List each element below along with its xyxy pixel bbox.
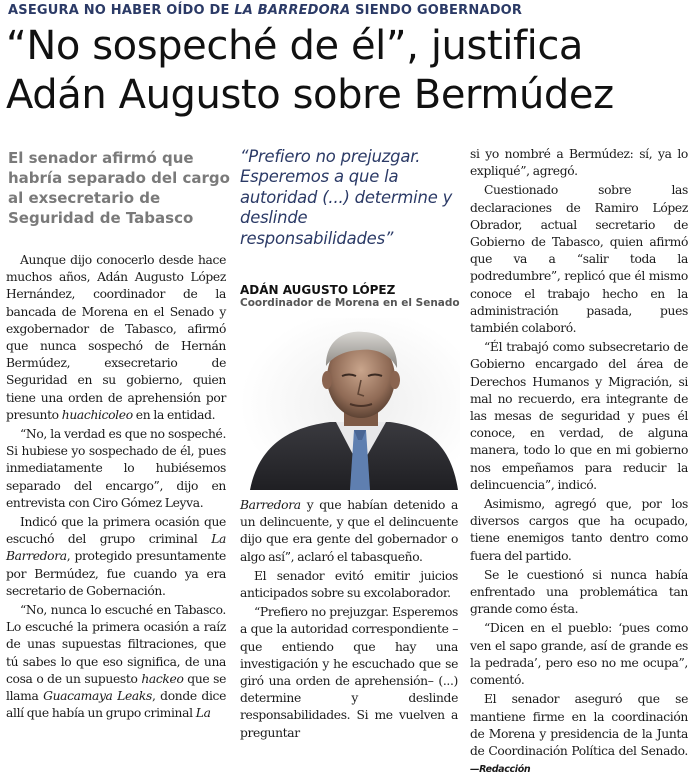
body-column-1 xyxy=(6,252,226,722)
paragraph: si yo nombré a Bermúdez: sí, ya lo expliqué”, agregó. xyxy=(470,147,688,179)
paragraph: “Dicen en el pueblo: ‘pues como ven el sapo grande, así de grande es la pedrada’, pero eso no me ocupa”, comentó. xyxy=(470,621,688,688)
portrait-photo xyxy=(240,318,460,490)
paragraph: El senador evitó emitir juicios anticipados sobre su excolaborador. xyxy=(240,568,458,601)
pull-quote: “Prefiero no prejuzgar. Esperemos a que la autoridad (...) determine y deslinde responsabilidades” xyxy=(240,147,453,248)
paragraph: “Él trabajó como subsecretario de Gobierno encargado del área de Derechos Humanos y Migración, si mal no recuerdo, era integrante de las mesas de seguridad y pues él conoce, en verdad, de alguna manera, todo lo que en mi gobierno nos empeñamos para reducir la delincuencia”, indicó. xyxy=(470,340,688,492)
headline: “No sospeché de él”, justifica Adán Augusto sobre Bermúdez xyxy=(6,23,614,118)
body-column-2 xyxy=(240,497,458,740)
paragraph: “No, nunca lo escuché en Tabasco. Lo escuché la primera ocasión a raíz de unas supuestas filtraciones, que tú sabes lo que eso significa, de una cosa o de un supuesto hackeo que se llama Guacamaya Leaks, donde dice allí que había un grupo criminal La xyxy=(6,603,227,721)
kicker-emphasis: LA BARREDORA xyxy=(234,3,351,18)
paragraph: Cuestionado sobre las declaraciones de Ramiro López Obrador, actual secretario de Gobierno de Tabasco, quien afirmó que va a “salir toda la podredumbre”, replicó que él mismo conoce el trabajo hecho en la administración pasada, pues también colaboró. xyxy=(470,183,688,336)
kicker xyxy=(8,3,688,18)
kicker-text-end: SIENDO GOBERNADOR xyxy=(350,3,523,18)
portrait-illustration xyxy=(240,318,460,490)
quote-attribution-name: ADÁN AUGUSTO LÓPEZ xyxy=(240,283,396,297)
paragraph: Barredora y que habían detenido a un delincuente, y que el delincuente dijo que era gente del gobernador o algo así”, aclaró el tabasqueño. xyxy=(240,498,458,564)
dek: El senador afirmó que habría separado del cargo al exsecretario de Seguridad de Tabasco xyxy=(8,149,230,227)
paragraph: El senador aseguró que se mantiene firme en la coordinación de Morena y presidencia de la Junta de Coordinación Política del Senado. —Redacción xyxy=(470,692,688,776)
paragraph: Se le cuestionó si nunca había enfrentado una problemática tan grande como ésta. xyxy=(470,567,688,617)
quote-attribution-role: Coordinador de Morena en el Senado xyxy=(240,297,460,309)
paragraph: “No, la verdad es que no sospeché. Si hubiese yo sospechado de él, pues inmediatamente lo hubiésemos separado del encargo”, dijo en entrevista con Ciro Gómez Leyva. xyxy=(6,427,226,510)
paragraph: “Prefiero no prejuzgar. Esperemos a que la autoridad correspondiente –que entiendo que hay una investigación y he escuchado que se giró una orden de aprehensión– (...) determine y deslinde responsabilidades. Si me vuelven a preguntar xyxy=(240,605,458,740)
paragraph: Aunque dijo conocerlo desde hace muchos años, Adán Augusto López Hernández, coordinador de la bancada de Morena en el Senado y exgobernador de Tabasco, afirmó que nunca sospechó de Hernán Bermúdez, exsecretario de Seguridad en su gobierno, quien tiene una orden de aprehensión por presunto huachicoleo en la entidad. xyxy=(6,253,226,422)
byline-credit: —Redacción xyxy=(470,764,531,776)
paragraph: Asimismo, agregó que, por los diversos cargos que ha ocupado, tiene enemigos tanto dentro como fuera del partido. xyxy=(470,497,688,563)
kicker-text: ASEGURA NO HABER OÍDO DE xyxy=(8,3,235,18)
body-column-3 xyxy=(470,146,688,776)
paragraph: Indicó que la primera ocasión que escuchó del grupo criminal La Barredora, protegido presuntamente por Bermúdez, fue cuando ya era secretario de Gobernación. xyxy=(6,515,226,598)
